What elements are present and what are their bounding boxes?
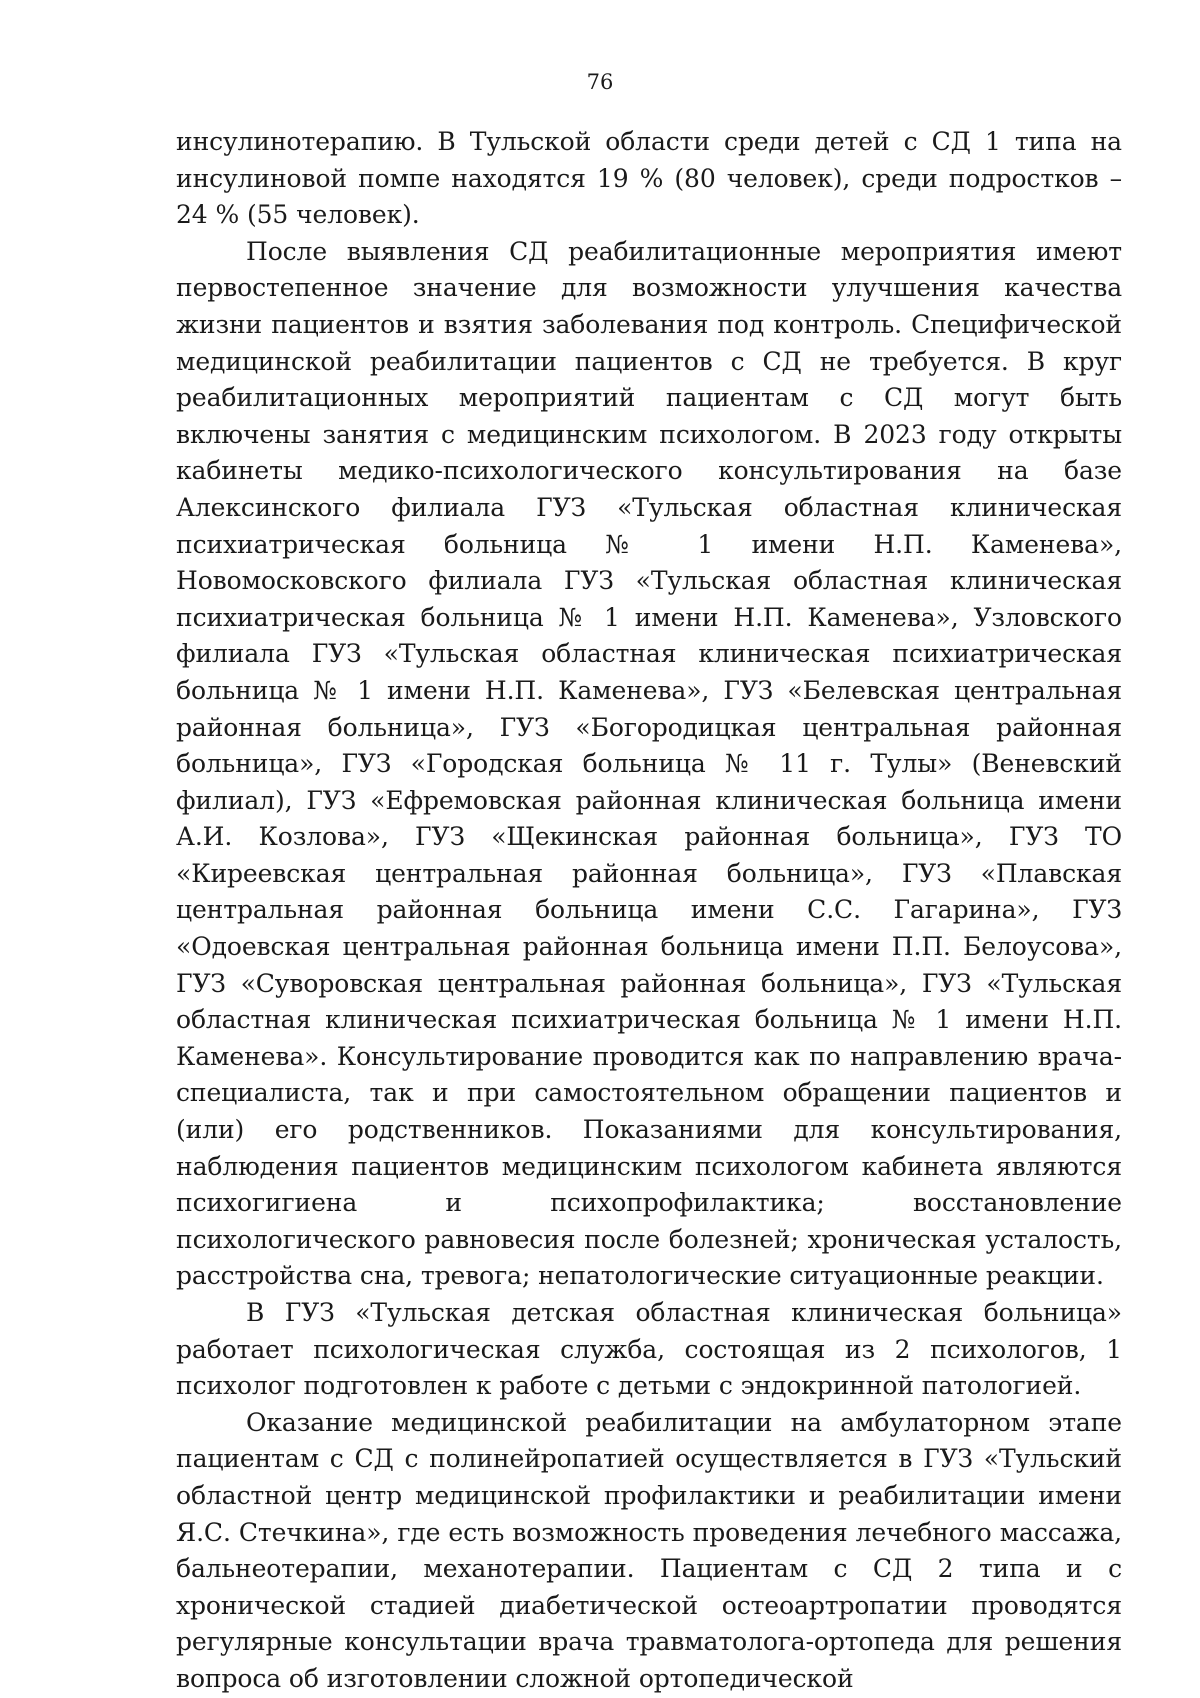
page-number: 76 [586, 70, 614, 94]
paragraph-3: В ГУЗ «Тульская детская областная клиническая больница» работает психологическая служба, состоящая из 2 психологов, 1 психолог подготовлен к работе с детьми с эндокринной патологией. [176, 1298, 1122, 1401]
paragraph-2: После выявления СД реабилитационные мероприятия имеют первостепенное значение для возможности улучшения качества жизни пациентов и взятия заболевания под контроль. Специфической медицинской реабилитации пациентов с СД не требуется. В круг реабилитационных мероприятий пациентам с СД могут быть включены занятия с медицинским психологом. В 2023 году открыты кабинеты медико-психологического консультирования на базе Алексинского филиала ГУЗ «Тульская областная клиническая психиатрическая больница № 1 имени Н.П. Каменева», Новомосковского филиала ГУЗ «Тульская областная клиническая психиатрическая больница № 1 имени Н.П. Каменева», Узловского филиала ГУЗ «Тульская областная клиническая психиатрическая больница № 1 имени Н.П. Каменева», ГУЗ «Белевская центральная районная больница», ГУЗ «Богородицкая центральная районная больница», ГУЗ «Городская больница № 11 г. Тулы» (Веневский филиал), ГУЗ «Ефремовская районная клиническая больница имени А.И. Козлова», ГУЗ «Щекинская районная больница», ГУЗ ТО «Киреевская центральная районная больница», ГУЗ «Плавская центральная районная больница имени С.С. Гагарина», ГУЗ «Одоевская центральная районная больница имени П.П. Белоусова», ГУЗ «Суворовская центральная районная больница», ГУЗ «Тульская областная клиническая психиатрическая больница № 1 имени Н.П. Каменева». Консультирование проводится как по направлению врача-специалиста, так и при самостоятельном обращении пациентов и (или) его родственников. Показаниями для консультирования, наблюдения пациентов медицинским психологом кабинета являются психогигиена и психопрофилактика; восстановление психологического равновесия после болезней; хроническая усталость, расстройства сна, тревога; непатологические ситуационные реакции. [176, 236, 1122, 1291]
paragraph-1: инсулинотерапию. В Тульской области среди детей с СД 1 типа на инсулиновой помпе находятся 19 % (80 человек), среди подростков – 24 % (55 человек). [176, 127, 1122, 230]
paragraph-4: Оказание медицинской реабилитации на амбулаторном этапе пациентам с СД с полинейропатией осуществляется в ГУЗ «Тульский областной центр медицинской профилактики и реабилитации имени Я.С. Стечкина», где есть возможность проведения лечебного массажа, бальнеотерапии, механотерапии. Пациентам с СД 2 типа и с хронической стадией диабетической остеоартропатии проводятся регулярные консультации врача травматолога-ортопеда для решения вопроса об изготовлении сложной ортопедической [176, 1407, 1122, 1693]
document-body [176, 124, 1122, 1698]
